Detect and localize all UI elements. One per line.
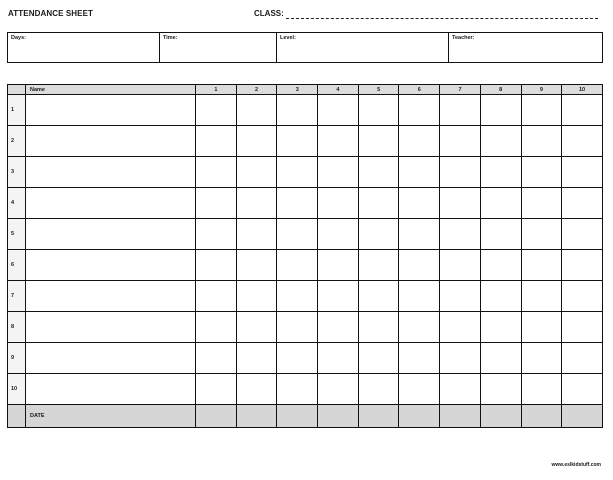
student-row [8,126,603,157]
attendance-cell[interactable] [562,188,603,219]
attendance-cell[interactable] [358,281,399,312]
attendance-grid [7,84,603,428]
time-field[interactable] [160,33,277,63]
attendance-cell[interactable] [358,250,399,281]
attendance-cell[interactable] [480,343,521,374]
attendance-cell[interactable] [358,374,399,405]
attendance-cell[interactable] [318,250,359,281]
session-header-10: 10 [562,85,603,95]
name-column-header: Name [26,85,196,95]
attendance-cell[interactable] [196,343,237,374]
student-row [8,157,603,188]
date-row-corner [8,405,26,428]
student-name-cell[interactable] [26,157,196,188]
student-name-cell[interactable] [26,374,196,405]
time-label: Time: [163,35,178,41]
attendance-cell[interactable] [562,95,603,126]
attendance-cell[interactable] [318,374,359,405]
row-number: 6 [8,250,26,281]
attendance-cell[interactable] [480,374,521,405]
row-number: 2 [8,126,26,157]
row-number: 10 [8,374,26,405]
attendance-cell[interactable] [318,157,359,188]
attendance-cell[interactable] [399,312,440,343]
attendance-cell[interactable] [318,312,359,343]
attendance-cell[interactable] [358,188,399,219]
student-name-cell[interactable] [26,95,196,126]
row-number: 4 [8,188,26,219]
attendance-cell[interactable] [236,312,277,343]
attendance-cell[interactable] [440,219,481,250]
attendance-cell[interactable] [562,374,603,405]
student-name-cell[interactable] [26,126,196,157]
attendance-cell[interactable] [562,157,603,188]
attendance-cell[interactable] [196,95,237,126]
attendance-cell[interactable] [318,343,359,374]
attendance-cell[interactable] [399,374,440,405]
session-header-4: 4 [318,85,359,95]
date-row [8,405,603,428]
attendance-cell[interactable] [562,126,603,157]
attendance-cell[interactable] [480,281,521,312]
attendance-cell[interactable] [277,343,318,374]
attendance-cell[interactable] [480,312,521,343]
attendance-cell[interactable] [521,281,562,312]
attendance-cell[interactable] [521,126,562,157]
attendance-cell[interactable] [196,312,237,343]
attendance-cell[interactable] [277,219,318,250]
session-header-7: 7 [440,85,481,95]
session-header-9: 9 [521,85,562,95]
attendance-cell[interactable] [440,250,481,281]
student-name-cell[interactable] [26,250,196,281]
attendance-cell[interactable] [277,250,318,281]
attendance-cell[interactable] [277,374,318,405]
attendance-cell[interactable] [521,95,562,126]
attendance-cell[interactable] [277,95,318,126]
student-row [8,374,603,405]
student-name-cell[interactable] [26,219,196,250]
days-label: Days: [11,35,26,41]
info-table [7,32,603,63]
attendance-cell[interactable] [358,157,399,188]
attendance-cell[interactable] [196,219,237,250]
attendance-cell[interactable] [521,374,562,405]
session-header-6: 6 [399,85,440,95]
attendance-cell[interactable] [318,281,359,312]
attendance-cell[interactable] [399,219,440,250]
date-cell[interactable] [318,405,359,428]
attendance-cell[interactable] [358,343,399,374]
student-row [8,219,603,250]
attendance-cell[interactable] [358,312,399,343]
attendance-cell[interactable] [236,281,277,312]
student-name-cell[interactable] [26,312,196,343]
attendance-cell[interactable] [480,126,521,157]
teacher-field[interactable] [449,33,603,63]
level-label: Level: [280,35,296,41]
student-name-cell[interactable] [26,281,196,312]
attendance-cell[interactable] [236,95,277,126]
attendance-cell[interactable] [440,188,481,219]
row-number: 7 [8,281,26,312]
session-header-5: 5 [358,85,399,95]
date-cell[interactable] [440,405,481,428]
date-cell[interactable] [196,405,237,428]
attendance-cell[interactable] [562,281,603,312]
attendance-cell[interactable] [521,157,562,188]
attendance-cell[interactable] [521,312,562,343]
student-row [8,95,603,126]
session-header-1: 1 [196,85,237,95]
teacher-label: Teacher: [452,35,475,41]
attendance-cell[interactable] [399,95,440,126]
attendance-cell[interactable] [196,126,237,157]
attendance-cell[interactable] [399,343,440,374]
attendance-cell[interactable] [440,343,481,374]
attendance-cell[interactable] [562,343,603,374]
student-row [8,250,603,281]
attendance-cell[interactable] [399,188,440,219]
student-row [8,188,603,219]
attendance-cell[interactable] [562,250,603,281]
attendance-cell[interactable] [277,312,318,343]
attendance-cell[interactable] [236,157,277,188]
attendance-cell[interactable] [358,219,399,250]
attendance-cell[interactable] [399,250,440,281]
footer-website: www.eslkidstuff.com [551,462,601,468]
attendance-cell[interactable] [277,281,318,312]
date-cell[interactable] [521,405,562,428]
row-number: 9 [8,343,26,374]
attendance-cell[interactable] [440,126,481,157]
attendance-cell[interactable] [440,157,481,188]
attendance-cell[interactable] [440,281,481,312]
row-number: 1 [8,95,26,126]
attendance-cell[interactable] [236,250,277,281]
attendance-cell[interactable] [358,95,399,126]
date-cell[interactable] [277,405,318,428]
class-label: CLASS: [254,9,284,18]
attendance-cell[interactable] [318,126,359,157]
row-number: 5 [8,219,26,250]
attendance-cell[interactable] [236,188,277,219]
row-number: 8 [8,312,26,343]
grid-header-row [8,85,603,95]
session-header-2: 2 [236,85,277,95]
row-number: 3 [8,157,26,188]
attendance-cell[interactable] [562,312,603,343]
attendance-cell[interactable] [358,126,399,157]
attendance-cell[interactable] [521,343,562,374]
student-name-cell[interactable] [26,188,196,219]
days-field[interactable] [8,33,160,63]
attendance-cell[interactable] [440,95,481,126]
attendance-cell[interactable] [236,126,277,157]
class-fill-line[interactable] [286,18,598,19]
student-row [8,312,603,343]
level-field[interactable] [277,33,449,63]
sheet-title: ATTENDANCE SHEET [8,9,94,18]
session-header-8: 8 [480,85,521,95]
attendance-cell[interactable] [399,157,440,188]
attendance-cell[interactable] [196,250,237,281]
attendance-cell[interactable] [440,312,481,343]
attendance-cell[interactable] [399,281,440,312]
attendance-cell[interactable] [318,95,359,126]
date-cell[interactable] [236,405,277,428]
student-row [8,281,603,312]
attendance-cell[interactable] [196,374,237,405]
attendance-cell[interactable] [196,157,237,188]
date-cell[interactable] [562,405,603,428]
attendance-cell[interactable] [277,188,318,219]
attendance-cell[interactable] [318,188,359,219]
attendance-cell[interactable] [236,219,277,250]
attendance-cell[interactable] [236,343,277,374]
attendance-cell[interactable] [399,126,440,157]
attendance-cell[interactable] [521,250,562,281]
attendance-cell[interactable] [480,157,521,188]
attendance-cell[interactable] [440,374,481,405]
attendance-cell[interactable] [236,374,277,405]
attendance-cell[interactable] [196,188,237,219]
date-label: DATE [26,405,196,428]
session-header-3: 3 [277,85,318,95]
attendance-cell[interactable] [480,219,521,250]
date-cell[interactable] [399,405,440,428]
attendance-cell[interactable] [521,219,562,250]
date-cell[interactable] [480,405,521,428]
date-cell[interactable] [358,405,399,428]
student-name-cell[interactable] [26,343,196,374]
attendance-cell[interactable] [480,188,521,219]
attendance-cell[interactable] [196,281,237,312]
header-corner-cell [8,85,26,95]
attendance-cell[interactable] [521,188,562,219]
attendance-cell[interactable] [480,250,521,281]
attendance-cell[interactable] [277,157,318,188]
attendance-cell[interactable] [562,219,603,250]
student-row [8,343,603,374]
attendance-cell[interactable] [318,219,359,250]
attendance-cell[interactable] [480,95,521,126]
attendance-cell[interactable] [277,126,318,157]
